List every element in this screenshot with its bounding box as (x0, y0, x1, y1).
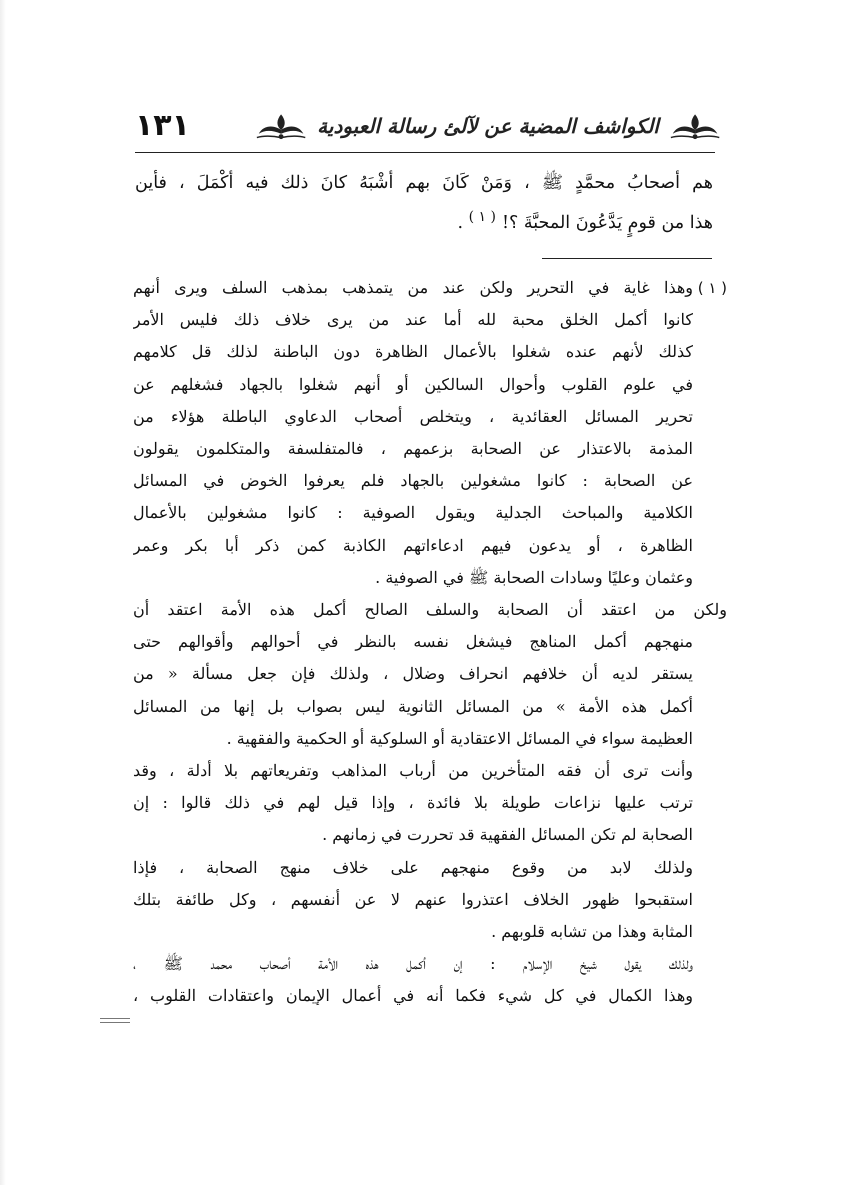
continuation-dash (100, 1018, 130, 1019)
main-end-mark: . (457, 212, 464, 233)
main-line-2 (135, 200, 713, 240)
footnote-line: استقبحوا ظهور الخلاف اعتذروا عنهم لا عن أنفسهم ، وكل طائفة بتلك (133, 889, 693, 909)
scan-edge (0, 0, 6, 1185)
footnote-paragraph-4 (133, 948, 727, 1012)
page-number: ١٣١ (135, 108, 190, 143)
footnote-line: المثابة وهذا من تشابه قلوبهم . (491, 922, 693, 942)
footnote-line: ولذلك يقول شيخ الإسلام : إن أكمل هذه الأمة أصحاب محمد ﷺ ، (133, 954, 693, 974)
footnote-line: تحرير المسائل العقائدية ، ويتخلص أصحاب الدعاوي الباطلة هؤلاء من (133, 406, 693, 426)
footnote-body (133, 272, 693, 594)
footnote-line: العظيمة سواء في المسائل الاعتقادية أو السلوكية أو الحكمية والفقهية . (226, 728, 693, 748)
footnote-indent (133, 755, 727, 852)
footnote-line: في علوم القلوب وأحوال السالكين أو أنهم شغلوا بالجهاد فشغلهم عن (133, 374, 693, 394)
main-line-2-text: هذا من قومٍ يَدَّعُونَ المحبَّةَ ؟! (501, 212, 713, 233)
footnote-paragraph-1 (133, 594, 727, 755)
footnote-line: كذلك لأنهم عنده شغلوا بالأعمال الظاهرة دون الباطنة لذلك قل كلامهم (133, 342, 693, 362)
footnote-line: عن الصحابة : كانوا مشغولين بالجهاد فلم يعرفوا الخوض في المسائل (133, 471, 693, 491)
continuation-dash (100, 1022, 130, 1023)
main-paragraph (135, 166, 713, 240)
page-header (135, 104, 715, 148)
continuation-mark (100, 1018, 130, 1024)
main-line-1: هم أصحابُ محمَّدٍ ﷺ ، وَمَنْ كَانَ بهم أشْبَهُ كانَ ذلك فيه أكْمَلَ ، فأين (135, 173, 713, 193)
footnote-label: ( ١ ) (697, 279, 727, 297)
footnote-line: وعثمان وعليًا وسادات الصحابة ﷺ في الصوفية . (375, 567, 693, 587)
footnote-separator (542, 258, 712, 259)
footnote-indent (133, 948, 727, 1012)
footnote-line: وأنت ترى أن فقه المتأخرين من أرباب المذاهب وتفريعاتهم بلا أدلة ، وقد (133, 761, 693, 781)
footnote-line: الصحابة لم تكن المسائل الفقهية قد تحررت في زمانهم . (322, 825, 693, 845)
footnote-indent (133, 626, 727, 755)
footnote-line: الظاهرة ، أو يدعون فيهم ادعاءاتهم الكاذبة كمن ذكر أبا بكر وعمر (133, 535, 693, 555)
footnote-line: وهذا الكمال في كل شيء فكما أنه في أعمال الإيمان واعتقادات القلوب ، (133, 986, 693, 1006)
main-text (135, 166, 713, 240)
footnote-line: وهذا غاية في التحرير ولكن عند من يتمذهب بمذهب السلف ويرى أنهم (133, 278, 693, 297)
footnote-line: ولكن من اعتقد أن الصحابة والسلف الصالح أكمل هذه الأمة اعتقد أن (133, 600, 727, 620)
footnote-line: ولذلك لابد من وقوع منهجهم على خلاف منهج الصحابة ، فإذا (133, 857, 693, 877)
footnote-line: منهجهم أكمل المناهج فيشغل نفسه بالنظر في أحوالهم وأقوالهم حتى (133, 632, 693, 652)
floral-ornament-left-icon (253, 110, 309, 142)
footnote-line: الكلامية والمباحث الجدلية ويقول الصوفية : كانوا مشغولين بالأعمال (133, 503, 693, 523)
footnote-line: أكمل هذه الأمة » من المسائل الثانوية ليس بصواب بل إنها من المسائل (133, 696, 693, 716)
footnote-indent (133, 852, 727, 949)
footnote-line: يستقر لديه أن خلافهم انحراف وضلال ، ولذلك فإن جعل مسألة « من (133, 664, 693, 684)
footnotes (133, 272, 727, 1013)
footnote-paragraph-3 (133, 852, 727, 949)
running-title-block (253, 104, 723, 148)
footnote-1 (133, 272, 727, 594)
footnote-line: كانوا أكمل الخلق محبة لله أما عند من يرى خلاف ذلك فليس الأمر (133, 310, 693, 330)
footnote-line: المذمة بالاعتذار عن الصحابة بزعمهم ، فالمتفلسفة والمتكلمون يقولون (133, 439, 693, 459)
header-rule (135, 152, 715, 153)
footnote-paragraph-2 (133, 755, 727, 852)
running-title: الكواشف المضية عن لآلئ رسالة العبودية (317, 114, 659, 138)
floral-ornament-right-icon (667, 110, 723, 142)
footnote-line: ترتب عليها نزاعات طويلة بلا فائدة ، وإذا قيل لهم في ذلك قالوا : إن (133, 793, 693, 813)
footnote-reference: ( ١ ) (468, 209, 496, 225)
